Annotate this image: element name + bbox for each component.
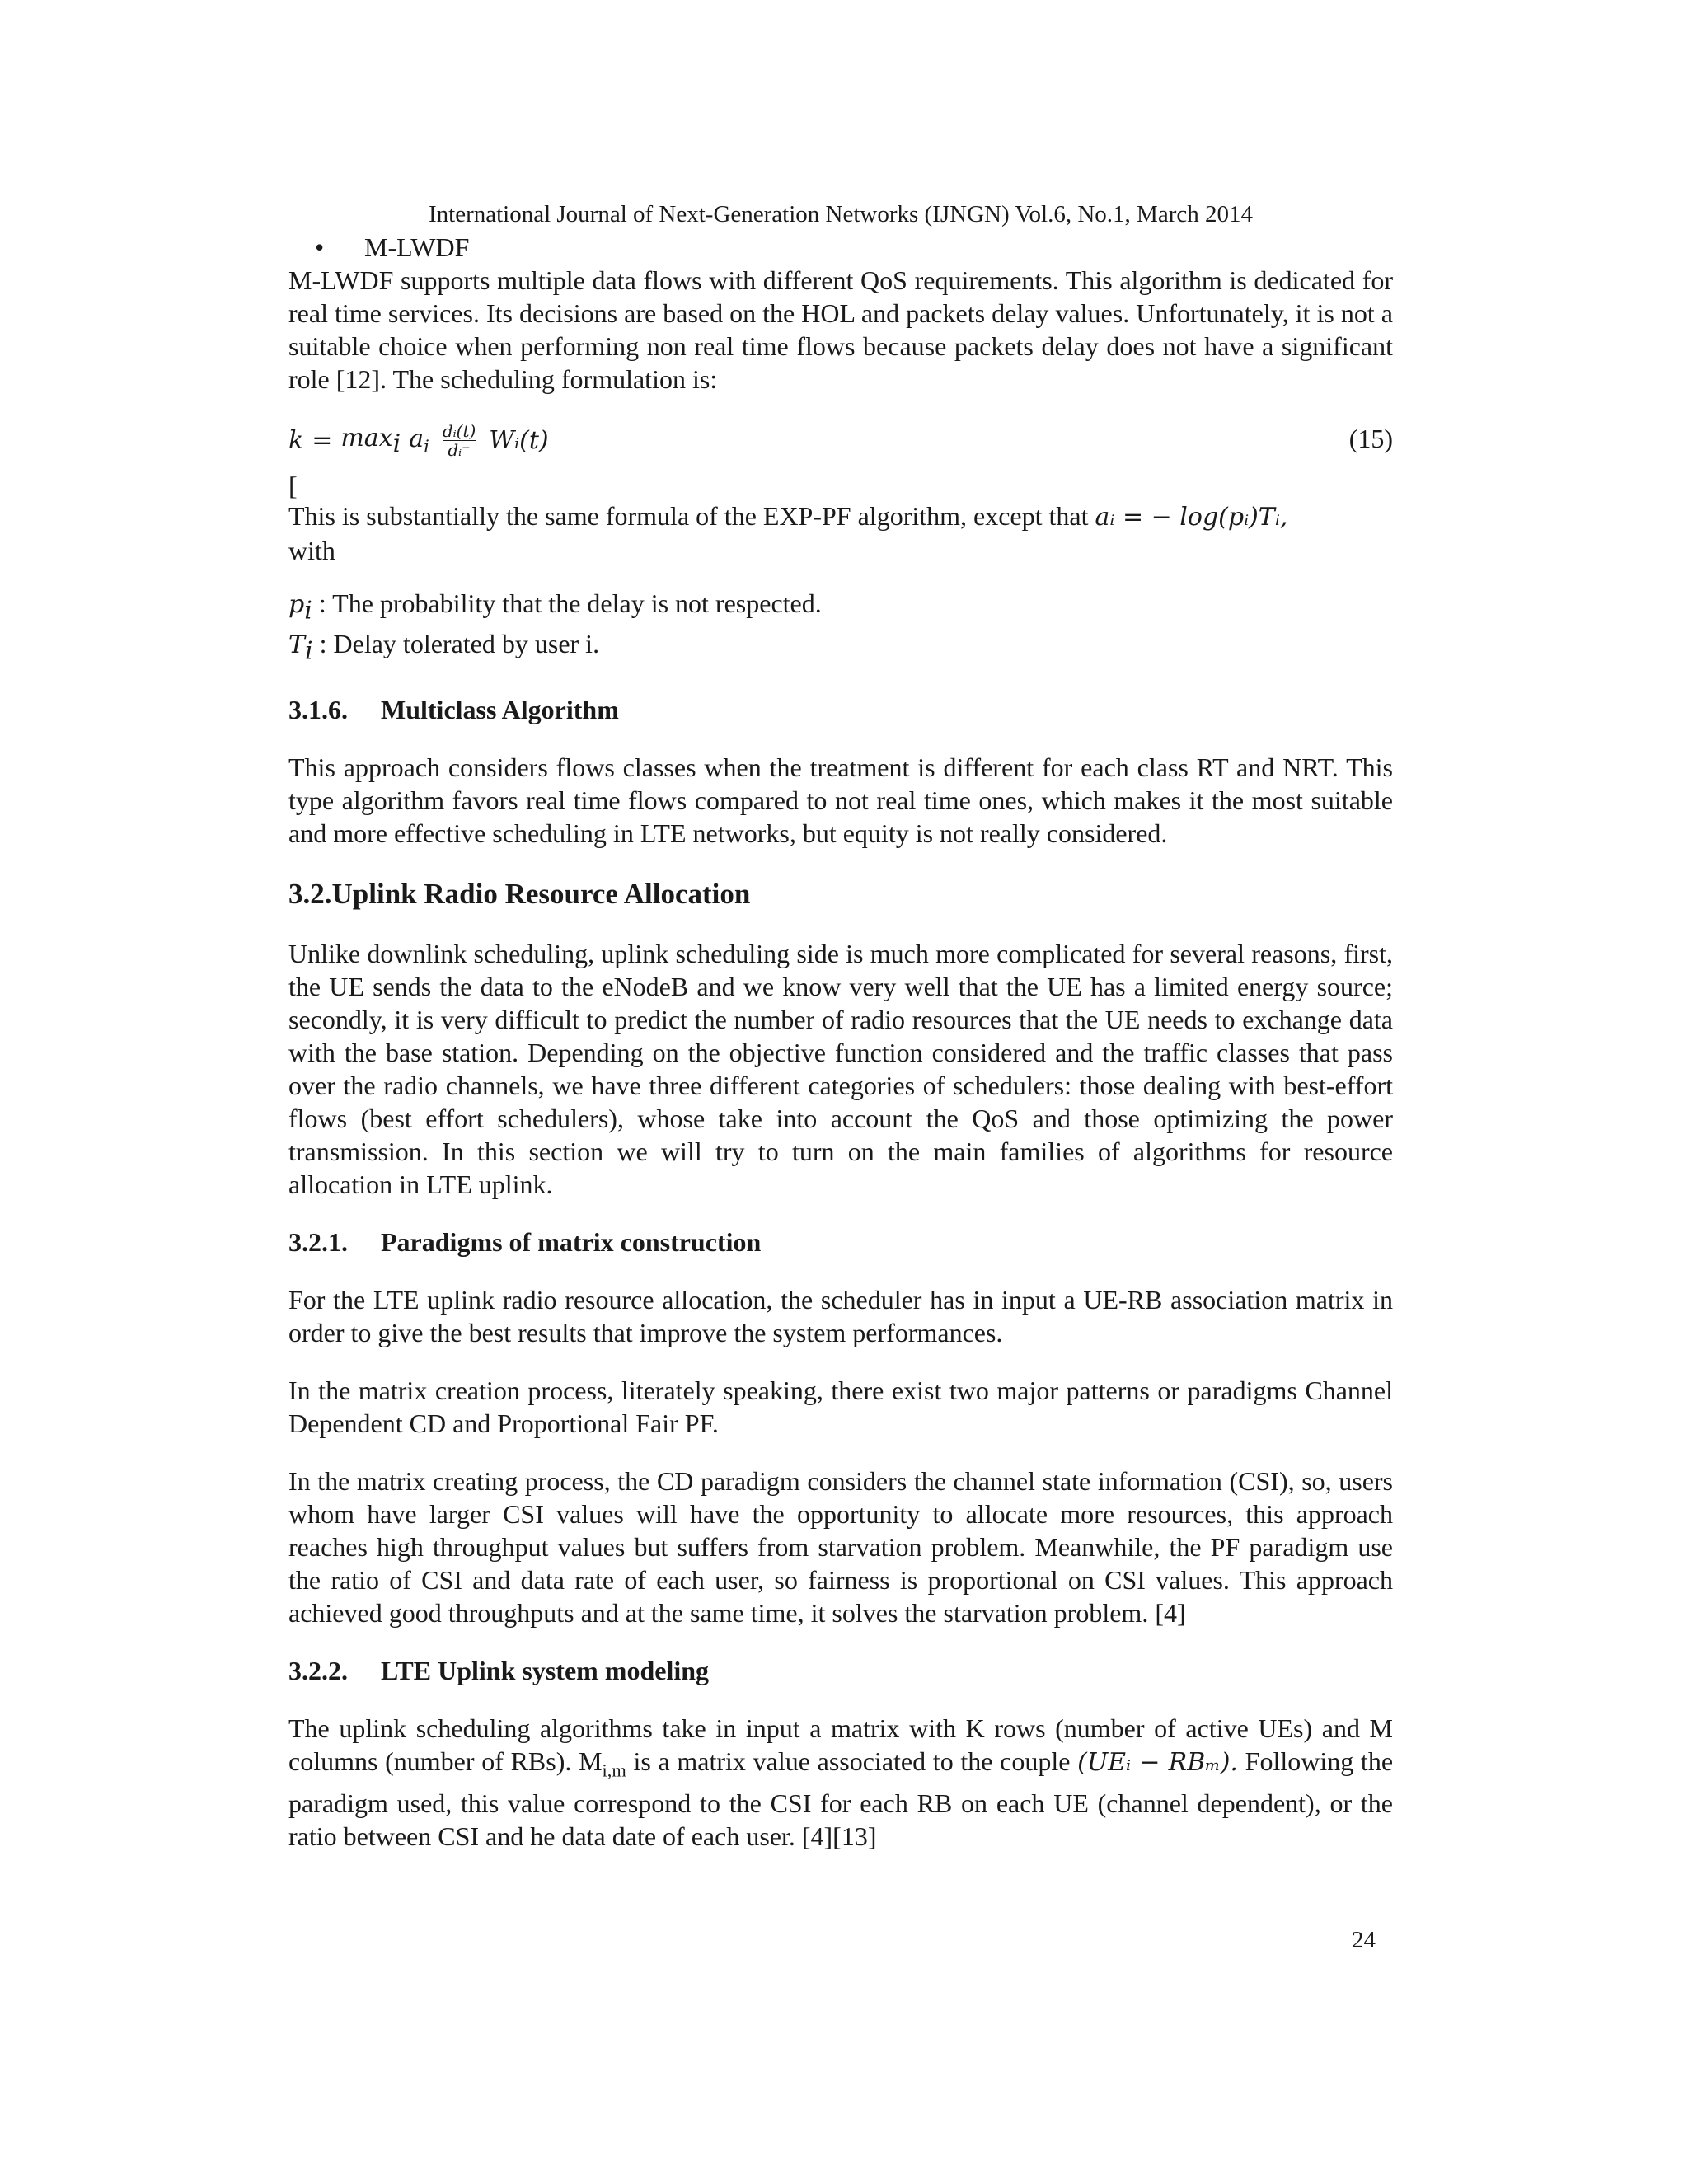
eq-fraction-numerator: dᵢ(t) (442, 421, 476, 441)
def-p-symbol: p (288, 590, 305, 619)
uplink-paragraph: Unlike downlink scheduling, uplink scheduling side is much more complicated for several reasons, first, the UE sends the data to the eNodeB and we know very well that the UE has a limited energy source; secondly, it is very difficult to predict the number of radio resources that the UE needs to exchange data with the base station. Depending on the objective function considered and the traffic classes that pass over the radio channels, we have three different categories of schedulers: those dealing with best-effort flows (best effort schedulers), whose take into account the QoS and those optimizing the power transmission. In this section we will try to turn on the main families of algorithms for resource allocation in LTE uplink. (288, 938, 1393, 1199)
def-p-sub: i (304, 596, 312, 626)
heading-multiclass (288, 693, 1393, 726)
definition-t (288, 627, 1393, 668)
def-t-text: : Delay tolerated by user i. (312, 629, 600, 659)
modeling-couple: (UEᵢ − RBₘ). (1077, 1747, 1238, 1777)
eq-weight: Wᵢ(t) (489, 426, 549, 455)
stray-bracket: [ (288, 471, 298, 500)
heading-uplink: 3.2.Uplink Radio Resource Allocation (288, 877, 751, 910)
paradigms-paragraph-2: In the matrix creation process, literately speaking, there exist two major patterns or paradigms Channel Dependent CD and Proportional Fair PF. (288, 1375, 1393, 1438)
after-equation-paragraph (288, 499, 1393, 567)
multiclass-paragraph: This approach considers flows classes when the treatment is different for each class RT and NRT. This type algorithm favors real time flows compared to not real time ones, which makes it the most suitable and more effective scheduling in LTE networks, but equity is not really considered. (288, 752, 1393, 848)
heading-multiclass-title: Multiclass Algorithm (381, 694, 619, 724)
eq-fraction (443, 422, 476, 459)
modeling-text-2: is a matrix value associated to the couple (626, 1746, 1078, 1776)
equation-body (288, 422, 549, 459)
heading-paradigms-number: 3.2.1. (288, 1226, 348, 1257)
eq-equals: = (312, 426, 333, 455)
page-number: 24 (1352, 1927, 1376, 1953)
eq-coef (409, 424, 429, 457)
equation-number: (15) (1348, 424, 1393, 453)
heading-modeling-title: LTE Uplink system modeling (381, 1655, 710, 1685)
equation-15 (288, 414, 1393, 471)
heading-modeling (288, 1654, 1393, 1687)
eq-max (340, 424, 401, 458)
after-eq-prefix: This is substantially the same formula of the EXP-PF algorithm, except that (288, 501, 1089, 531)
eq-lhs: k (288, 426, 304, 455)
eq-coef-var: a (409, 424, 424, 453)
def-t-symbol: T (288, 630, 306, 660)
bullet-item (288, 231, 1393, 264)
modeling-text-1: The uplink scheduling algorithms take in input a matrix with K rows (number of active UEs) and M columns (number of RBs). M (288, 1713, 1393, 1776)
heading-multiclass-number: 3.1.6. (288, 694, 348, 724)
definition-p (288, 587, 1393, 627)
paradigms-paragraph-1: For the LTE uplink radio resource allocation, the scheduler has in input a UE-RB association matrix in order to give the best results that improve the system performances. (288, 1284, 1393, 1347)
after-eq-formula: aᵢ = − log(pᵢ)Tᵢ, (1095, 503, 1288, 532)
modeling-paragraph (288, 1712, 1393, 1853)
mlwdf-paragraph: M-LWDF supports multiple data flows with different QoS requirements. This algorithm is dedicated for real time services. Its decisions are based on the HOL and packets delay values. Unfortunately, it is not a suitable choice when performing non real time flows because packets delay does not have a significant role [12]. The scheduling formulation is: (288, 265, 1393, 394)
modeling-text-3: Following the paradigm used, this value correspond to the CSI for each RB on each UE (channel dependent), or the ratio between CSI and he data date of each user. [4][13] (288, 1746, 1394, 1852)
after-eq-suffix: with (288, 536, 335, 565)
heading-modeling-number: 3.2.2. (288, 1655, 348, 1685)
running-header: International Journal of Next-Generation Networks (IJNGN) Vol.6, No.1, March 2014 (428, 201, 1253, 227)
heading-paradigms (288, 1226, 1393, 1258)
eq-max-sub: i (392, 429, 401, 458)
paradigms-paragraph-3: In the matrix creating process, the CD paradigm considers the channel state information (CSI), so, users whom have larger CSI values will have the opportunity to allocate more resources, this approach reaches high throughput values but suffers from starvation problem. Meanwhile, the PF paradigm use the ratio of CSI and data rate of each user, so fairness is proportional on CSI values. This approach achieved good throughputs and at the same time, it solves the starvation problem. [4] (288, 1465, 1393, 1628)
bullet-icon: • (315, 232, 325, 262)
eq-max-op: max (340, 423, 393, 452)
heading-paradigms-title: Paradigms of matrix construction (381, 1226, 762, 1257)
def-t-sub: i (305, 636, 313, 666)
def-p-text: : The probability that the delay is not respected. (312, 588, 822, 618)
eq-coef-sub: i (424, 437, 429, 457)
eq-fraction-denominator: dᵢ⁻ (448, 440, 471, 460)
modeling-matrix-sub: i,m (602, 1760, 626, 1781)
page (288, 198, 1393, 1853)
bullet-label: M-LWDF (364, 232, 470, 262)
